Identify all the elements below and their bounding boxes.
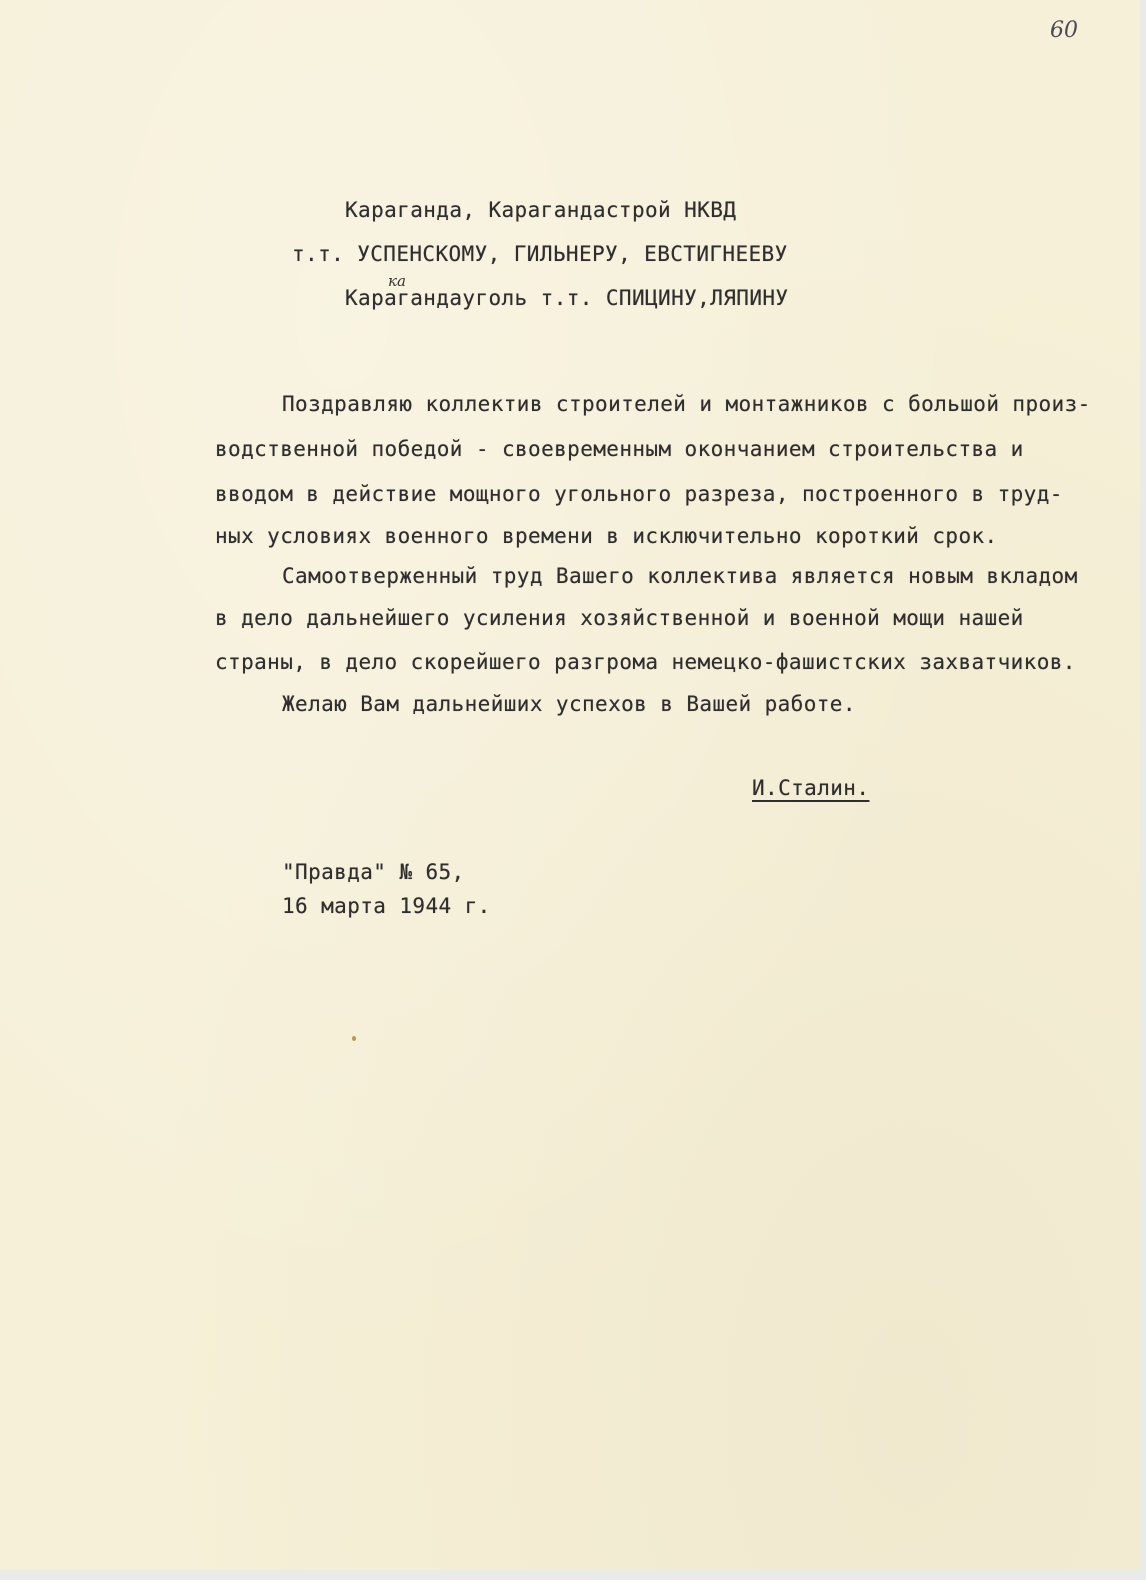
body-line-8: Желаю Вам дальнейших успехов в Вашей работе. <box>282 692 856 716</box>
address-line-3: Карагандауголь т.т. СПИЦИНУ,ЛЯПИНУ <box>345 286 789 310</box>
body-line-2: водственной победой - своевременным окончанием строительства и <box>215 437 1024 461</box>
body-line-4: ных условиях военного времени в исключительно короткий срок. <box>215 524 998 548</box>
body-line-5: Самоотверженный труд Вашего коллектива является новым вкладом <box>282 564 1078 588</box>
address-line-2: т.т. УСПЕНСКОМУ, ГИЛЬНЕРУ, ЕВСТИГНЕЕВУ <box>292 242 788 266</box>
folio-number: 60 <box>1050 18 1078 43</box>
source-line-2: 16 марта 1944 г. <box>282 894 491 918</box>
body-line-3: вводом в действие мощного угольного разреза, построенного в труд- <box>215 482 1063 506</box>
signature: И.Сталин. <box>752 776 870 800</box>
handwritten-correction: ка <box>388 272 406 290</box>
paper-stain <box>352 1036 356 1041</box>
source-line-1: "Правда" № 65, <box>282 860 465 884</box>
body-line-7: страны, в дело скорейшего разгрома немецко-фашистских захватчиков. <box>215 650 1076 674</box>
body-line-6: в дело дальнейшего усиления хозяйственной и военной мощи нашей <box>215 606 1024 630</box>
address-line-1: Караганда, Карагандастрой НКВД <box>345 198 737 222</box>
body-line-1: Поздравляю коллектив строителей и монтажников с большой произ- <box>282 392 1091 416</box>
